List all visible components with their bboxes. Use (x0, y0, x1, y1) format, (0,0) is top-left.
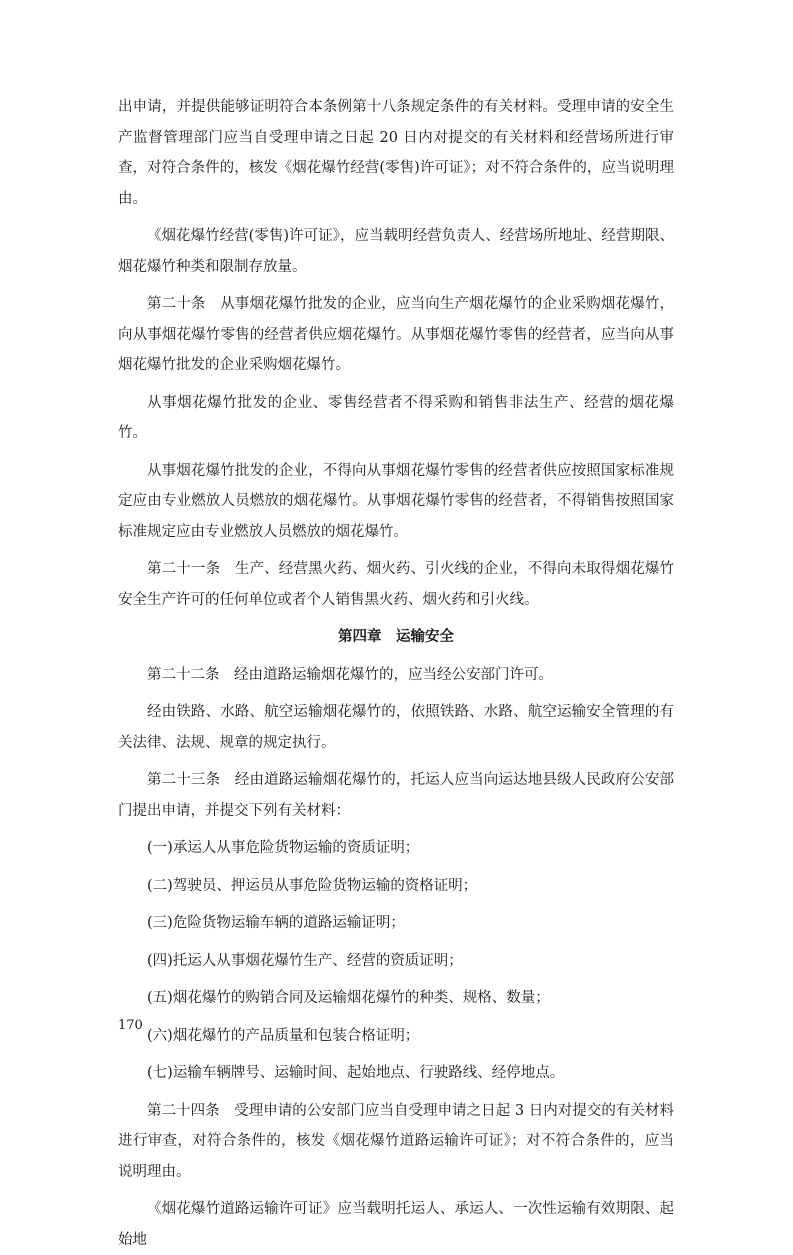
article-20: 第二十条 从事烟花爆竹批发的企业，应当向生产烟花爆竹的企业采购烟花爆竹，向从事烟花爆竹零售的经营者供应烟花爆竹。从事烟花爆竹零售的经营者，应当向从事烟花爆竹批发的企业采购烟花爆竹。 (118, 296, 674, 373)
paragraph-professional-fireworks: 从事烟花爆竹批发的企业，不得向从事烟花爆竹零售的经营者供应按照国家标准规定应由专业燃放人员燃放的烟花爆竹。从事烟花爆竹零售的经营者，不得销售按照国家标准规定应由专业燃放人员燃放的烟花爆竹。 (118, 462, 674, 540)
article-21: 第二十一条 生产、经营黑火药、烟火药、引火线的企业，不得向未取得烟花爆竹安全生产许可的任何单位或者个人销售黑火药、烟火药和引火线。 (118, 561, 674, 608)
paragraph-continuation: 出申请，并提供能够证明符合本条例第十八条规定条件的有关材料。受理申请的安全生产监督管理部门应当自受理申请之日起 20 日内对提交的有关材料和经营场所进行审查，对符合条件的，核发《烟花爆竹经营(零售)许可证》；对不符合条件的，应当说明理由。 (118, 99, 674, 207)
paragraph-rail-water-air: 经由铁路、水路、航空运输烟花爆竹的，依照铁路、水路、航空运输安全管理的有关法律、法规、规章的规定执行。 (118, 704, 674, 751)
article-24: 第二十四条 受理申请的公安部门应当自受理申请之日起 3 日内对提交的有关材料进行审查，对符合条件的，核发《烟花爆竹道路运输许可证》；对不符合条件的，应当说明理由。 (118, 1102, 674, 1180)
list-item: (七)运输车辆牌号、运输时间、起始地点、行驶路线、经停地点。 (147, 1065, 565, 1081)
list-item: (五)烟花爆竹的购销合同及运输烟花爆竹的种类、规格、数量； (147, 990, 550, 1006)
list-item: (二)驾驶员、押运员从事危险货物运输的资格证明； (147, 877, 478, 894)
paragraph-transport-license-content: 《烟花爆竹道路运输许可证》应当载明托运人、承运人、一次性运输有效期限、起始地 (118, 1201, 674, 1248)
document-page (118, 92, 674, 1255)
list-item: (一)承运人从事危险货物运输的资质证明； (147, 840, 420, 856)
list-item: (四)托运人从事烟花爆竹生产、经营的资质证明； (147, 952, 463, 969)
page-number: 170 (118, 1018, 143, 1033)
paragraph-retail-license-content: 《烟花爆竹经营(零售)许可证》，应当载明经营负责人、经营场所地址、经营期限、烟花爆竹种类和限制存放量。 (118, 228, 674, 275)
list-item: (六)烟花爆竹的产品质量和包装合格证明； (147, 1027, 420, 1044)
paragraph-no-illegal-purchase: 从事烟花爆竹批发的企业、零售经营者不得采购和销售非法生产、经营的烟花爆竹。 (118, 394, 674, 441)
chapter-heading: 第四章 运输安全 (338, 629, 454, 645)
article-23: 第二十三条 经由道路运输烟花爆竹的，托运人应当向运达地县级人民政府公安部门提出申请，并提交下列有关材料： (118, 772, 674, 819)
article-22: 第二十二条 经由道路运输烟花爆竹的，应当经公安部门许可。 (147, 666, 553, 683)
list-item: (三)危险货物运输车辆的道路运输证明； (147, 915, 405, 931)
